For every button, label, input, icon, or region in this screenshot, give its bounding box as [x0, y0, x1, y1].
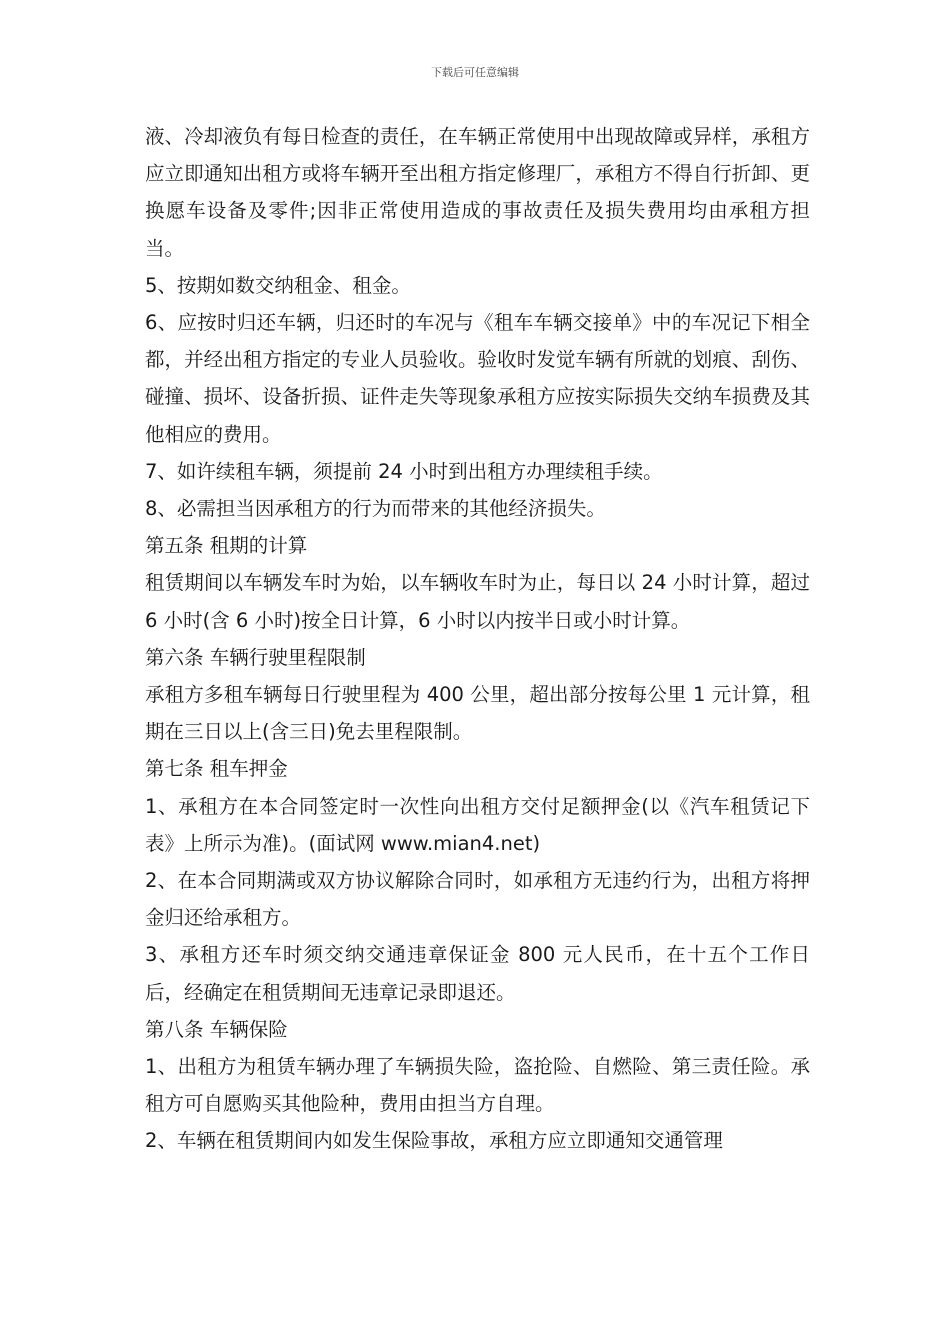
paragraph: 7、如许续租车辆，须提前 24 小时到出租方办理续租手续。 [145, 459, 663, 483]
section-heading: 第八条 车辆保险 [145, 1017, 288, 1041]
page-header: 下载后可任意编辑 [431, 66, 519, 79]
paragraph: 1、承租方在本合同签定时一次性向出租方交付足额押金(以《汽车租赁记下表》上所示为准)。(面试网 www.mian4.net) [145, 794, 810, 855]
section-heading: 第五条 租期的计算 [145, 534, 308, 558]
paragraph: 8、必需担当因承租方的行为而带来的其他经济损失。 [145, 497, 606, 521]
paragraph: 3、承租方还车时须交纳交通违章保证金 800 元人民币，在十五个工作日后，经确定在租赁期间无违章记录即退还。 [145, 943, 810, 1004]
document-body [145, 118, 810, 1160]
paragraph: 承租方多租车辆每日行驶里程为 400 公里，超出部分按每公里 1 元计算，租期在三日以上(含三日)免去里程限制。 [145, 683, 810, 744]
paragraph: 5、按期如数交纳租金、租金。 [145, 273, 411, 297]
paragraph: 1、出租方为租赁车辆办理了车辆损失险，盗抢险、自燃险、第三责任险。承租方可自愿购买其他险种，费用由担当方自理。 [145, 1055, 810, 1116]
paragraph: 租赁期间以车辆发车时为始，以车辆收车时为止，每日以 24 小时计算，超过 6 小时(含 6 小时)按全日计算，6 小时以内按半日或小时计算。 [145, 571, 810, 632]
paragraph: 2、车辆在租赁期间内如发生保险事故，承租方应立即通知交通管理 [145, 1129, 723, 1153]
paragraph: 6、应按时归还车辆，归还时的车况与《租车车辆交接单》中的车况记下相全都，并经出租方指定的专业人员验收。验收时发觉车辆有所就的划痕、刮伤、碰撞、损坏、设备折损、证件走失等现象承租方应按实际损失交纳车损费及其他相应的费用。 [145, 311, 810, 446]
paragraph: 液、冷却液负有每日检查的责任，在车辆正常使用中出现故障或异样，承租方应立即通知出租方或将车辆开至出租方指定修理厂，承租方不得自行折卸、更换愿车设备及零件;因非正常使用造成的事故责任及损失费用均由承租方担当。 [145, 125, 810, 260]
section-heading: 第七条 租车押金 [145, 757, 288, 781]
paragraph: 2、在本合同期满或双方协议解除合同时，如承租方无违约行为，出租方将押金归还给承租方。 [145, 869, 810, 930]
section-heading: 第六条 车辆行驶里程限制 [145, 645, 366, 669]
